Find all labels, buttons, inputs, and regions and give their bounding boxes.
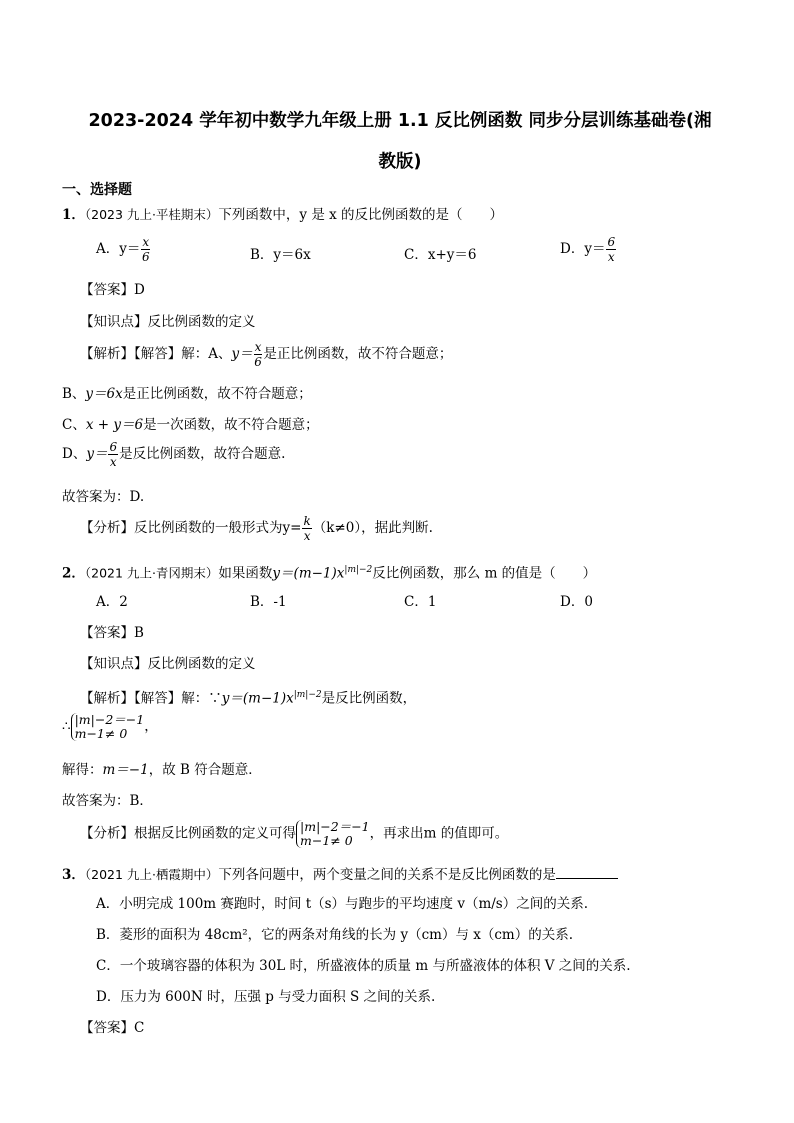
q3-stem [62,864,618,884]
doc-title-line2: 教版) [378,152,422,172]
section-heading: 一、选择题 [62,182,132,198]
q3-answer-value: C [134,1020,145,1036]
q1-option-d-num: 6 [607,235,616,249]
q2-summary-eq1: |m|−2＝−1 [300,819,370,834]
q1-kp-text: 反比例函数的定义 [147,314,256,330]
q2-analysis-text: 是反比例函数， [321,690,417,707]
q2-stem-math: y＝(m−1)x [272,565,345,582]
q3-answer [80,1019,144,1037]
q1-summary-lead: 反比例函数的一般形式为y= [134,520,302,536]
q2-stem [62,561,596,583]
q2-stem-exponent: |m|−2 [344,565,373,575]
q1-answer-tag: 【答案】 [80,282,134,298]
q1-summary-tag: 【分析】 [80,520,134,536]
q1-analysis-a [80,341,452,368]
q1-analysis-lead: 解：A、 [181,346,232,362]
q1-option-d [560,236,617,263]
q1-answer [80,281,145,299]
q2-solution-lead: 解得： [62,762,103,778]
q1-answer-value: D [134,282,145,298]
q1-conclusion: 故答案为：D. [62,489,145,505]
q2-solution [62,761,262,779]
q1-summary-text: （k≠0），据此判断. [312,520,433,536]
q2-system-tail: ， [144,718,158,735]
q2-option-b: B．-1 [250,594,287,610]
q1-source: （2023 九上·平桂期末） [84,207,219,222]
q1-analysis-d-num: 6 [109,440,118,454]
q1-analysis-d-lhs: y＝ [86,446,108,462]
q2-answer [80,624,144,642]
q1-option-a-den: 6 [141,250,150,264]
q2-summary-tag: 【分析】 [80,825,134,842]
q2-kp-tag: 【知识点】 [80,656,148,672]
q3-option-b: B．菱形的面积为 48cm²，它的两条对角线的长为 y（cm）与 x（cm）的关系. [96,927,574,943]
q1-analysis-b-text: 是正比例函数，故不符合题意； [122,386,312,402]
q2-analysis-summary [80,820,508,848]
q2-stem-tail: 反比例函数，那么 m 的值是（ ） [372,565,597,582]
q2-analysis-exponent: |m|−2 [293,690,322,700]
q1-analysis-summary [80,515,433,542]
q1-analysis-a-text: 是正比例函数，故不符合题意； [263,346,453,362]
q1-analysis-a-den: 6 [254,355,262,369]
q3-option-d: D．压力为 600N 时，压强 p 与受力面积 S 之间的关系. [96,989,436,1005]
q1-analysis-a-fraction [254,341,263,368]
q2-summary-brace [296,820,370,848]
q3-number: 3． [62,867,85,883]
q2-option-d: D．0 [560,594,593,610]
q1-stem [62,206,503,224]
q2-analysis [80,686,416,708]
q2-summary-lead: 根据反比例函数的定义可得 [134,825,296,842]
q2-analysis-tag: 【解析】【解答】 [80,690,182,707]
q2-summary-text: ，再求出m 的值即可。 [369,825,509,842]
q3-answer-blank [556,864,618,879]
q2-conclusion: 故答案为：B． [62,793,153,809]
q1-option-a-fraction [141,236,150,263]
q1-summary-den: x [303,529,311,543]
q1-option-a [96,236,151,263]
q2-solution-math: m＝−1 [102,762,149,778]
q1-kp-tag: 【知识点】 [80,314,148,330]
q2-option-c: C．1 [404,594,437,610]
q3-answer-tag: 【答案】 [80,1020,134,1036]
q1-analysis-c-math: x + y＝6 [85,417,144,433]
q2-source: （2021 九上·青冈期末） [84,565,219,581]
q2-number: 2． [62,565,85,582]
q2-system-eq2: m−1≠ 0 [74,726,128,741]
q1-analysis-tag: 【解析】【解答】 [80,346,182,362]
q2-knowledge-point [80,655,256,673]
q1-option-d-fraction [606,236,616,263]
q1-summary-fraction [302,515,311,542]
q1-option-d-den: x [607,250,615,264]
q3-source: （2021 九上·栖霞期中） [84,867,219,882]
q1-analysis-d-text: 是反比例函数，故符合题意. [119,446,286,462]
q2-solution-text: ，故 B 符合题意． [148,762,262,778]
q1-number: 1． [62,207,85,223]
q2-option-a: A．2 [96,594,128,610]
q3-option-a: A．小明完成 100m 赛跑时，时间 t（s）与跑步的平均速度 v（m/s）之间的关系. [96,896,589,912]
q1-option-b: B．y＝6x [250,247,311,263]
q2-stem-lead: 如果函数 [218,565,273,582]
doc-title-line1: 2023-2024 学年初中数学九年级上册 1.1 反比例函数 同步分层训练基础卷(湘 [88,111,712,131]
q3-option-c: C．一个玻璃容器的体积为 30L 时，所盛液体的质量 m 与所盛液体的体积 V 之间的关系. [96,958,631,974]
q1-option-a-num: x [142,235,150,249]
q1-analysis-d-fraction [108,441,118,468]
q1-analysis-c [62,416,319,434]
q1-analysis-d-den: x [109,455,117,469]
q2-system [62,713,158,741]
q1-summary-num: k [303,514,311,528]
q1-option-a-label: A．y＝ [96,241,141,257]
q1-analysis-b [62,385,312,403]
q2-analysis-math: y＝(m−1)x [221,690,294,707]
q1-analysis-c-lead: C、 [62,417,86,433]
q2-kp-text: 反比例函数的定义 [147,656,256,672]
q1-knowledge-point [80,313,256,331]
q2-analysis-lead: 解：∵ [181,690,222,707]
q1-option-c: C．x+y＝6 [404,247,477,263]
q1-analysis-b-math: y＝6x [85,386,123,402]
q1-stem-text: 下列函数中，y 是 x 的反比例函数的是（ ） [218,207,504,223]
q2-system-eq1: |m|−2＝−1 [74,712,145,727]
q1-analysis-a-lhs: y＝ [231,346,253,362]
q1-analysis-a-num: x [254,340,262,354]
q1-analysis-b-lead: B、 [62,386,86,402]
q2-answer-value: B [134,625,144,641]
q1-analysis-d [62,441,285,468]
q2-summary-eq2: m−1≠ 0 [300,833,353,848]
q1-analysis-d-lead: D、 [62,446,87,462]
q2-answer-tag: 【答案】 [80,625,134,641]
q1-analysis-c-text: 是一次函数，故不符合题意； [143,417,319,433]
q1-option-d-label: D．y＝ [560,241,606,257]
q2-system-brace [71,713,145,741]
q3-stem-text: 下列各问题中，两个变量之间的关系不是反比例函数的是 [218,867,556,883]
q2-system-therefore: ∴ [62,718,71,735]
